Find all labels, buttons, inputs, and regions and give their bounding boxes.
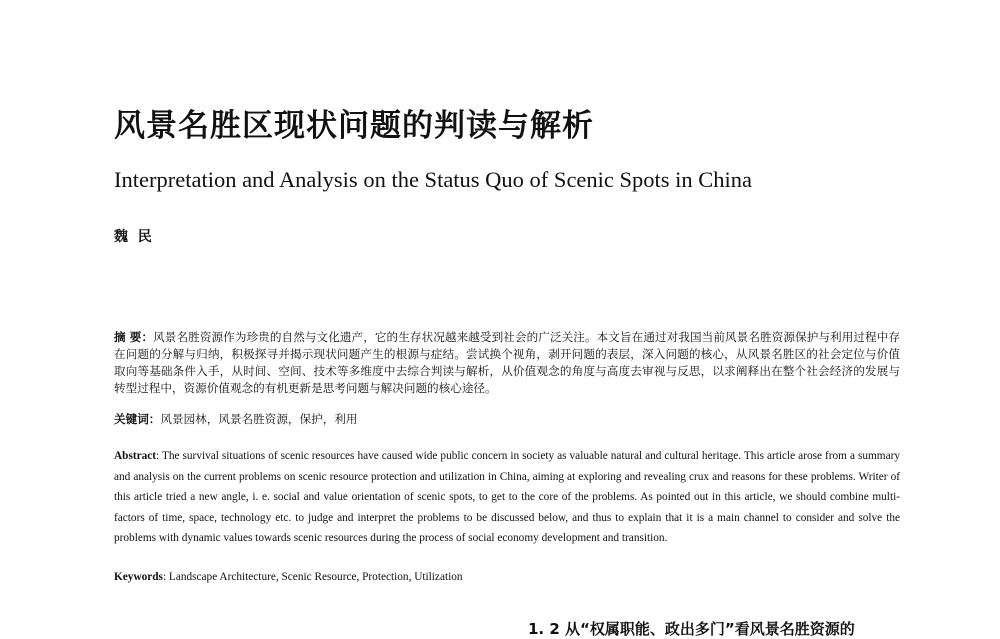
chinese-abstract-label: 摘 要： (114, 330, 154, 344)
section-heading: 1. 2 从“权属职能、政出多门”看风景名胜资源的 (528, 620, 855, 638)
english-keywords-text: : Landscape Architecture, Scenic Resource, Protection, Utilization (162, 571, 463, 583)
chinese-keywords (114, 411, 900, 428)
english-title: Interpretation and Analysis on the Status Quo of Scenic Spots in China (114, 167, 753, 192)
english-abstract (114, 446, 900, 549)
english-keywords (114, 568, 900, 586)
english-keywords-label: Keywords (114, 571, 163, 583)
author-name: 魏 民 (114, 229, 152, 245)
english-abstract-label: Abstract (114, 450, 157, 462)
chinese-keywords-label: 关键词： (114, 412, 161, 426)
chinese-keywords-text: 风景园林，风景名胜资源，保护，利用 (160, 412, 358, 426)
chinese-abstract-text: 风景名胜资源作为珍贵的自然与文化遗产，它的生存状况越来越受到社会的广泛关注。本文旨在通过对我国当前风景名胜资源保护与利用过程中存在问题的分解与归纳，积极探寻并揭示现状问题产生的根源与症结。尝试换个视角，剥开问题的表层，深入问题的核心，从风景名胜区的社会定位与价值取向等基础条件入手，从时间、空间、技术等多维度中去综合判读与解析，从价值观念的角度与高度去审视与反思，以求阐释出在整个社会经济的发展与转型过程中，资源价值观念的有机更新是思考问题与解决问题的核心途径。 (114, 330, 900, 395)
chinese-title: 风景名胜区现状问题的判读与解析 (114, 108, 594, 144)
english-abstract-text: : The survival situations of scenic resources have caused wide public concern in society as valuable natural and cultural heritage. This article arose from a summary and analysis on the current problems on scenic resource protection and utilization in China, aiming at exploring and revealing crux and reasons for these problems. Writer of this article tried a new angle, i. e. social and value orientation of scenic spots, to get to the core of the problems. As pointed out in this article, we should combine multi-factors of time, space, technology etc. to judge and interpret the problems to be discussed below, and thus to explain that it is a main channel to consider and solve the problems with dynamic values towards scenic resources during the process of social economy development and transition. (114, 450, 900, 544)
chinese-abstract (114, 329, 900, 397)
